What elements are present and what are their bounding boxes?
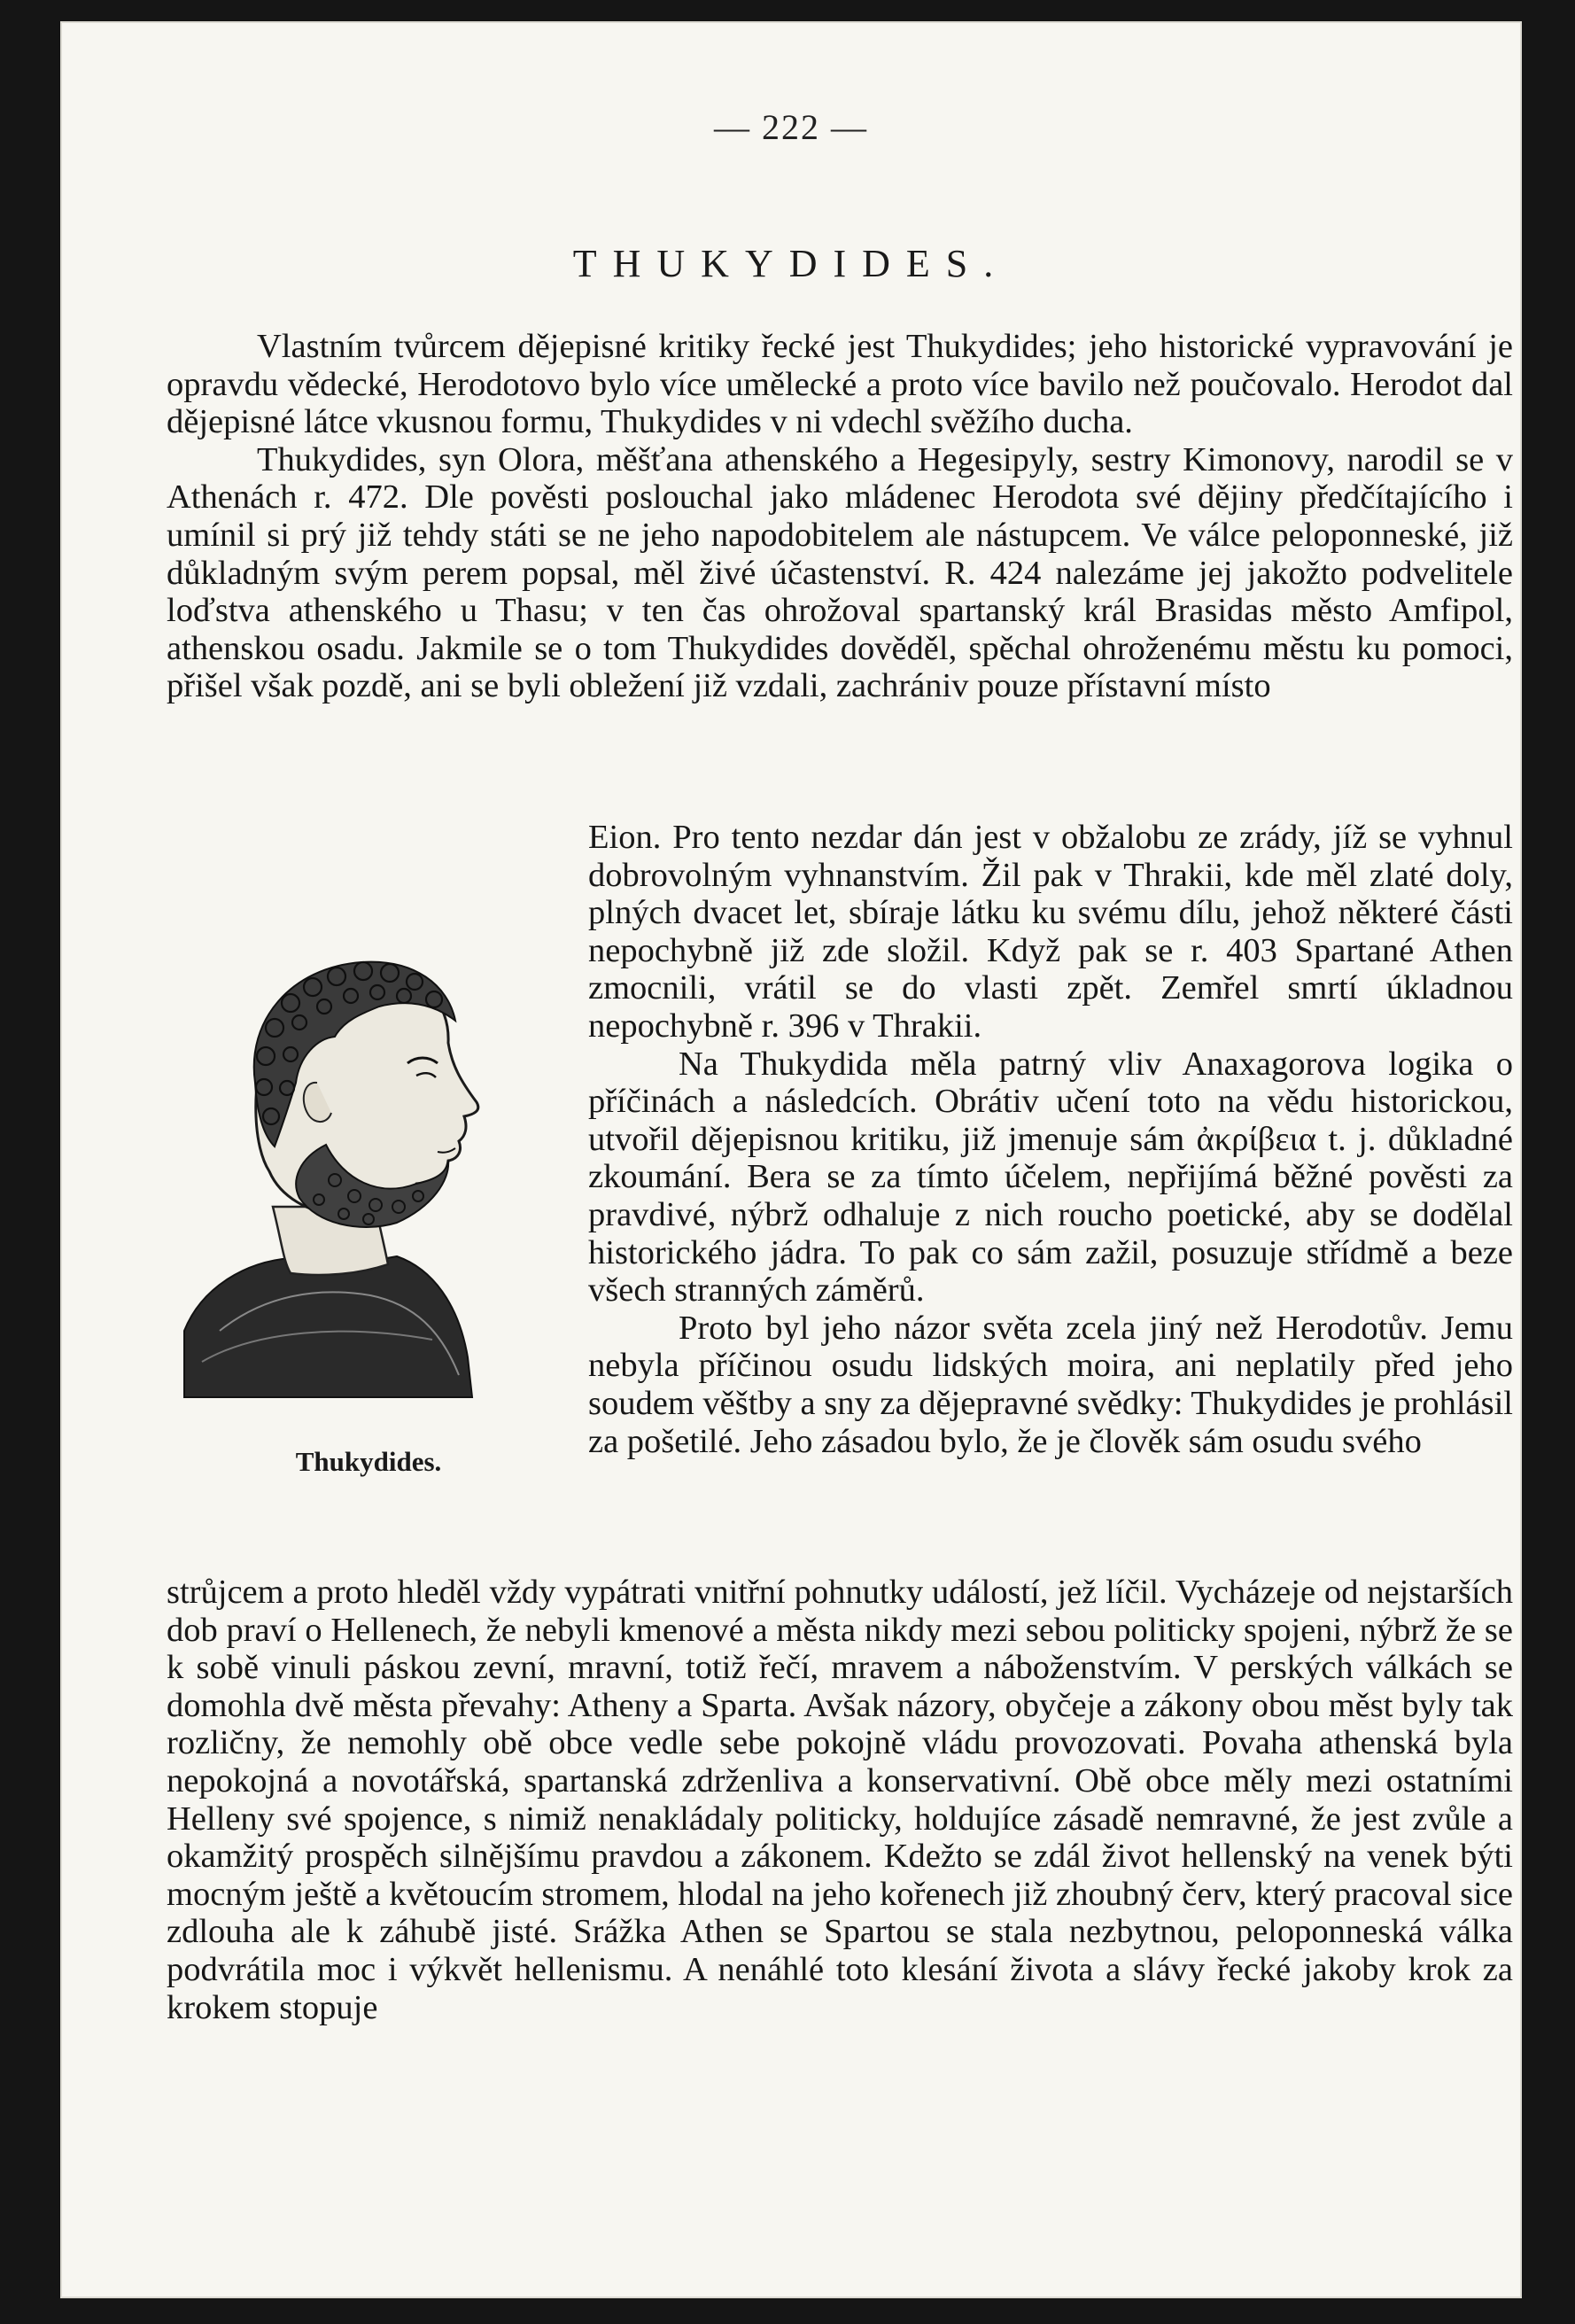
paragraph: Proto byl jeho názor světa zcela jiný než Herodotův. Jemu nebyla příčinou osudu lidských moira, ani neplatily před jeho soudem věštby a sny za dějepravné svědky: Thukydides je prohlásil za pošetilé. Jeho zásadou bylo, že je člověk sám osudu svého [588, 1309, 1513, 1460]
portrait-figure [167, 914, 570, 1481]
book-page [60, 21, 1522, 2298]
portrait-bust-icon [167, 914, 570, 1437]
paragraph: strůjcem a proto hleděl vždy vypátrati vnitřní pohnutky událostí, jež líčil. Vycházeje od nejstarších dob praví o Hellenech, že nebyli kmenové a města nikdy mezi sebou politicky spojeni, nýbrž že se k sobě vinuli páskou zevní, mravní, totiž řečí, mravem a náboženstvím. V perských válkách se domohla dvě města převahy: Atheny a Sparta. Avšak názory, obyčeje a zákony obou měst byly tak rozličny, že nemohly obě obce vedle sebe pokojně vládu provozovati. Povaha athenská byla nepokojná a novotářská, spartanská zdrženliva a konservativní. Obě obce měly mezi ostatními Helleny své spojence, s nimiž nenakládaly politicky, holdujíce zásadě nemravné, že jest zvůle a okamžitý prospěch silnějšímu pravdou a zákonem. Kdežto se zdál život hellenský na venek býti mocným ještě a květoucím stromem, hlodal na jeho kořenech již zhoubný červ, který pracoval sice zdlouha ale k záhubě jisté. Srážka Athen se Spartou se stala nezbytnou, peloponneská válka podvrátila moc i výkvět hellenismu. A nenáhlé toto klesání života a slávy řecké jakoby krok za krokem stopuje [167, 1574, 1513, 2026]
chapter-title: THUKYDIDES. [572, 242, 1010, 285]
body-text-side [588, 819, 1513, 1460]
body-text-top [167, 328, 1513, 705]
paragraph: Na Thukydida měla patrný vliv Anaxagorova logika o příčinách a následcích. Obrátiv učení toto na vědu historickou, utvořil dějepisnou kritiku, již jmenuje sám ἀκρίβεια t. j. důkladné zkoumání. Bera se za tímto účelem, nepřijímá běžné pověsti za pravdivé, nýbrž odhaluje z nich roucho poetické, aby se dodělal historického jádra. To pak co sám zažil, posuzuje střídmě a beze všech stranných záměrů. [588, 1045, 1513, 1310]
body-text-bottom [167, 1574, 1513, 2026]
figure-caption: Thukydides. [295, 1446, 442, 1477]
paragraph: Vlastním tvůrcem dějepisné kritiky řecké jest Thukydides; jeho historické vypravování je opravdu vědecké, Herodotovo bylo více umělecké a proto více bavilo než poučovalo. Herodot dal dějepisné látce vkusnou formu, Thukydides v ni vdechl svěžího ducha. [167, 328, 1513, 441]
page-number: — 222 — [714, 107, 868, 147]
paragraph: Eion. Pro tento nezdar dán jest v obžalobu ze zrády, jíž se vyhnul dobrovolným vyhnanstvím. Žil pak v Thrakii, kde měl zlaté doly, plných dvacet let, sbíraje látku ku svému dílu, jehož některé části nepochybně již zde složil. Když pak se r. 403 Spartané Athen zmocnili, vrátil se do vlasti zpět. Zemřel smrtí úkladnou nepochybně r. 396 v Thrakii. [588, 819, 1513, 1045]
paragraph: Thukydides, syn Olora, měšťana athenského a Hegesipyly, sestry Kimonovy, narodil se v Athenách r. 472. Dle pověsti poslouchal jako mládenec Herodota své dějiny předčítajícího i umínil si prý již tehdy státi se ne jeho napodobitelem ale nástupcem. Ve válce peloponneské, již důkladným svým perem popsal, měl živé účastenství. R. 424 nalezáme jej jakožto podvelitele loďstva athenského u Thasu; v ten čas ohrožoval spartanský král Brasidas město Amfipol, athenskou osadu. Jakmile se o tom Thukydides dověděl, spěchal ohroženému městu ku pomoci, přišel však pozdě, ani se byli obležení již vzdali, zachrániv pouze přístavní místo [167, 440, 1513, 705]
